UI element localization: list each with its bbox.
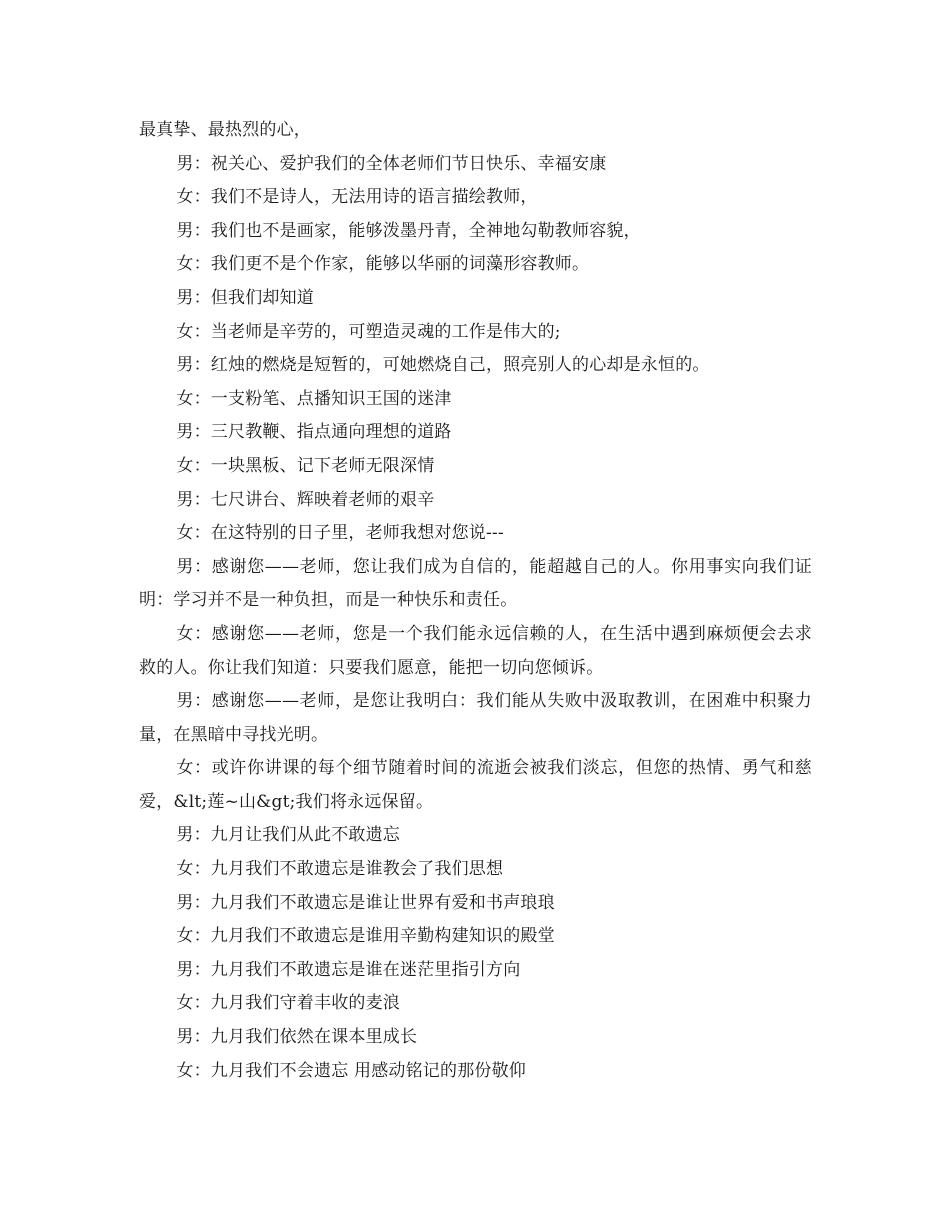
paragraph: 男：但我们却知道 [176, 287, 314, 308]
paragraph: 女：九月我们不敢遗忘是谁用辛勤构建知识的殿堂 [176, 926, 555, 947]
paragraph: 女：当老师是辛劳的，可塑造灵魂的工作是伟大的; [176, 321, 561, 342]
paragraph: 女：一支粉笔、点播知识王国的迷津 [176, 388, 452, 409]
paragraph: 女：在这特别的日子里，老师我想对您说--- [176, 523, 504, 544]
paragraph: 男：九月让我们从此不敢遗忘 [176, 825, 400, 846]
paragraph: 男：我们也不是画家，能够泼墨丹青，全神地勾勒教师容貌， [176, 220, 641, 241]
paragraph: 女：九月我们守着丰收的麦浪 [176, 993, 400, 1014]
paragraph: 男：感谢您——老师，是您让我明白：我们能从失败中汲取教训，在困难中积聚力量，在黑暗中寻找光明。 [139, 691, 812, 745]
paragraph: 男：九月我们依然在课本里成长 [176, 1027, 418, 1048]
paragraph: 男：祝关心、爱护我们的全体老师们节日快乐、幸福安康 [176, 153, 607, 174]
paragraph: 男：感谢您——老师，您让我们成为自信的，能超越自己的人。你用事实向我们证明：学习并不是一种负担，而是一种快乐和责任。 [139, 556, 812, 611]
paragraph: 男：九月我们不敢遗忘是谁在迷茫里指引方向 [176, 959, 521, 980]
paragraph: 男：七尺讲台、辉映着老师的艰辛 [176, 489, 435, 510]
paragraph: 女：一块黑板、记下老师无限深情 [176, 455, 435, 476]
paragraph: 男：三尺教鞭、指点通向理想的道路 [176, 422, 452, 443]
paragraph: 女：我们更不是个作家，能够以华丽的词藻形容教师。 [176, 254, 590, 275]
document-body [139, 114, 812, 1088]
paragraph: 女：或许你讲课的每个细节随着时间的流逝会被我们淡忘，但您的热情、勇气和慈爱，&lt;莲~山&gt;我们将永远保留。 [139, 758, 812, 812]
paragraph: 女：我们不是诗人，无法用诗的语言描绘教师， [176, 187, 538, 208]
paragraph: 最真挚、最热烈的心， [139, 120, 311, 140]
paragraph: 女：九月我们不会遗忘 用感动铭记的那份敬仰 [176, 1060, 526, 1081]
paragraph: 男：九月我们不敢遗忘是谁让世界有爱和书声琅琅 [176, 892, 555, 913]
paragraph: 男：红烛的燃烧是短暂的，可她燃烧自己，照亮别人的心却是永恒的。 [176, 355, 710, 376]
paragraph: 女：感谢您——老师，您是一个我们能永远信赖的人，在生活中遇到麻烦便会去求救的人。你让我们知道：只要我们愿意，能把一切向您倾诉。 [139, 623, 812, 678]
paragraph: 女：九月我们不敢遗忘是谁教会了我们思想 [176, 859, 504, 880]
